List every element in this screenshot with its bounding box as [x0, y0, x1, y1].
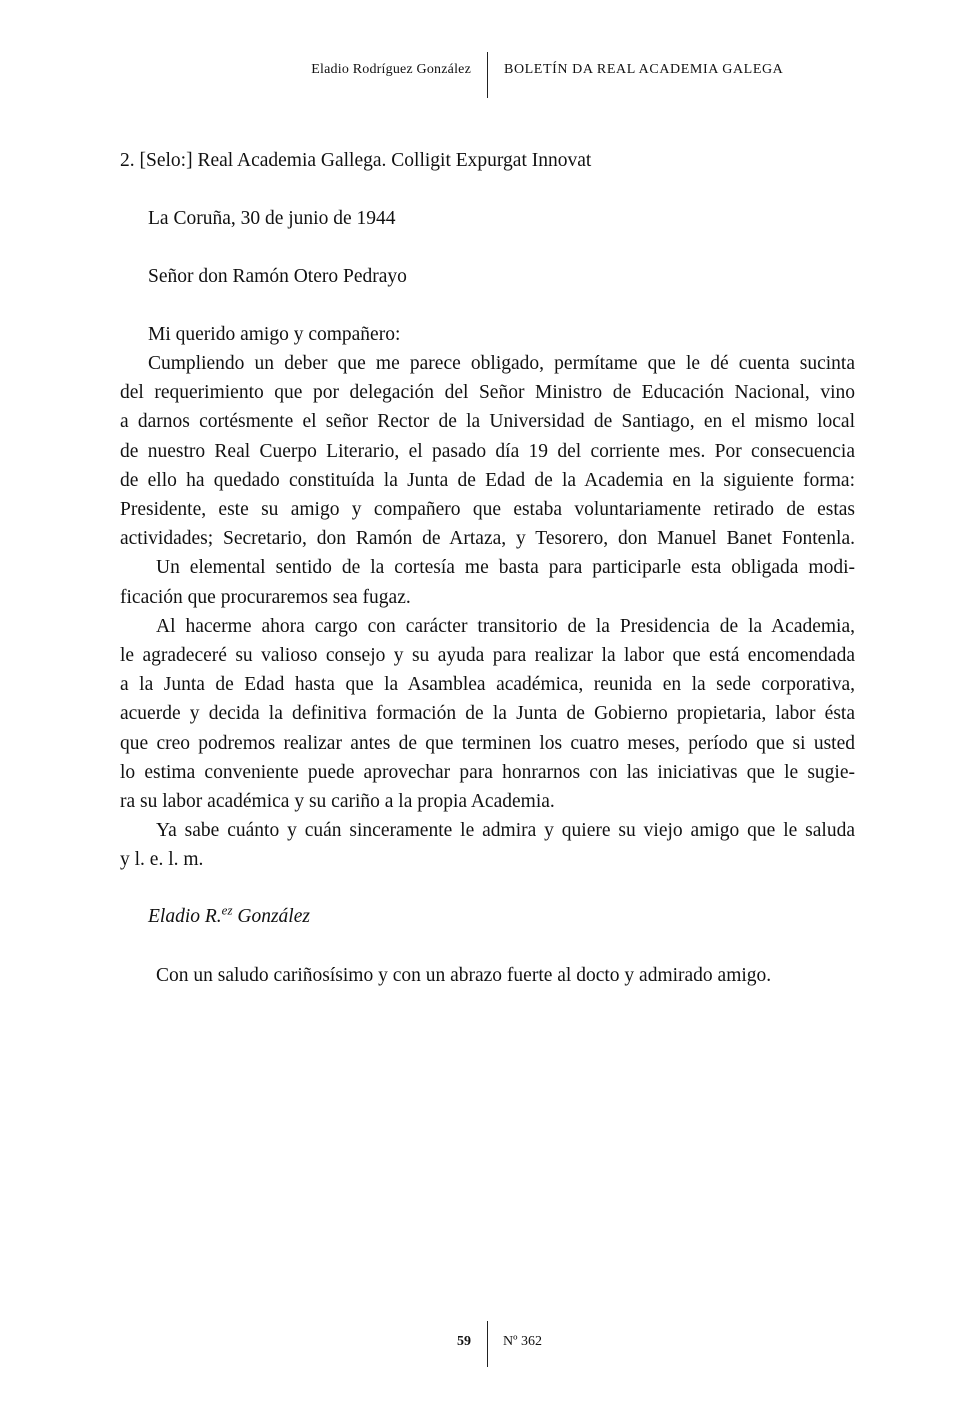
text-line: que creo podremos realizar antes de que terminen los cuatro meses, período que si usted — [120, 732, 855, 754]
signature-main: Eladio R. — [148, 906, 222, 927]
text-line: Ya sabe cuánto y cuán sinceramente le admira y quiere su viejo amigo que le saluda — [156, 820, 855, 842]
text-line: Al hacerme ahora cargo con carácter transitorio de la Presidencia de la Academia, — [156, 615, 855, 637]
header-journal: BOLETÍN DA REAL ACADEMIA GALEGA — [504, 62, 784, 77]
text-line: Cumpliendo un deber que me parece obligado, permítame que le dé cuenta sucinta — [148, 353, 855, 374]
text-line: ra su labor académica y su cariño a la propia Academia. — [120, 791, 555, 813]
text-line: a la Junta de Edad hasta que la Asamblea académica, reunida en la sede corporativa, — [120, 674, 855, 696]
text-line: de nuestro Real Cuerpo Literario, el pasado día 19 del corriente mes. Por consecuencia — [120, 440, 855, 462]
signature-surname: González — [232, 906, 310, 927]
text-line: a darnos cortésmente el señor Rector de la Universidad de Santiago, en el mismo local — [120, 411, 855, 433]
signature — [120, 902, 855, 931]
text-line: actividades; Secretario, don Ramón de Artaza, y Tesorero, don Manuel Banet Fontenla. — [120, 528, 855, 550]
text-line: Un elemental sentido de la cortesía me basta para participarle esta obligada modi- — [156, 557, 855, 579]
text-line: lo estima conveniente puede aprovechar para honrarnos con las iniciativas que le sugie- — [120, 761, 855, 783]
paragraph — [120, 816, 855, 874]
text-line: Presidente, este su amigo y compañero que estaba voluntariamente retirado de estas — [120, 499, 855, 521]
page-number: 59 — [457, 1334, 471, 1349]
paragraph — [120, 612, 855, 816]
text-line: de ello ha quedado constituída la Junta de Edad de la Academia en la siguiente forma: — [120, 469, 855, 491]
text-line: del requerimiento que por delegación del Señor Ministro de Educación Nacional, vino — [120, 382, 855, 404]
paragraph — [120, 553, 855, 611]
issue-number: Nº 362 — [503, 1334, 542, 1349]
postscript: Con un saludo cariñosísimo y con un abrazo fuerte al docto y admirado amigo. — [156, 965, 772, 986]
header-divider — [487, 52, 488, 98]
header-author: Eladio Rodríguez González — [311, 62, 471, 77]
paragraph — [120, 349, 855, 553]
signature-superscript: ez — [221, 902, 233, 918]
addressee: Señor don Ramón Otero Pedrayo — [148, 266, 407, 287]
text-line: ficación que procuraremos sea fugaz. — [120, 586, 411, 608]
text-line: acuerde y decida la definitiva formación de la Junta de Gobierno propietaria, labor ésta — [120, 703, 855, 725]
document-heading: 2. [Selo:] Real Academia Gallega. Colligit Expurgat Innovat — [120, 150, 592, 171]
letter-body — [120, 349, 855, 875]
text-line: y l. e. l. m. — [120, 849, 204, 871]
salutation: Mi querido amigo y compañero: — [148, 324, 401, 345]
footer-divider — [487, 1321, 488, 1367]
text-line: le agradeceré su valioso consejo y su ayuda para realizar la labor que está encomendada — [120, 645, 855, 667]
place-date: La Coruña, 30 de junio de 1944 — [148, 208, 396, 229]
